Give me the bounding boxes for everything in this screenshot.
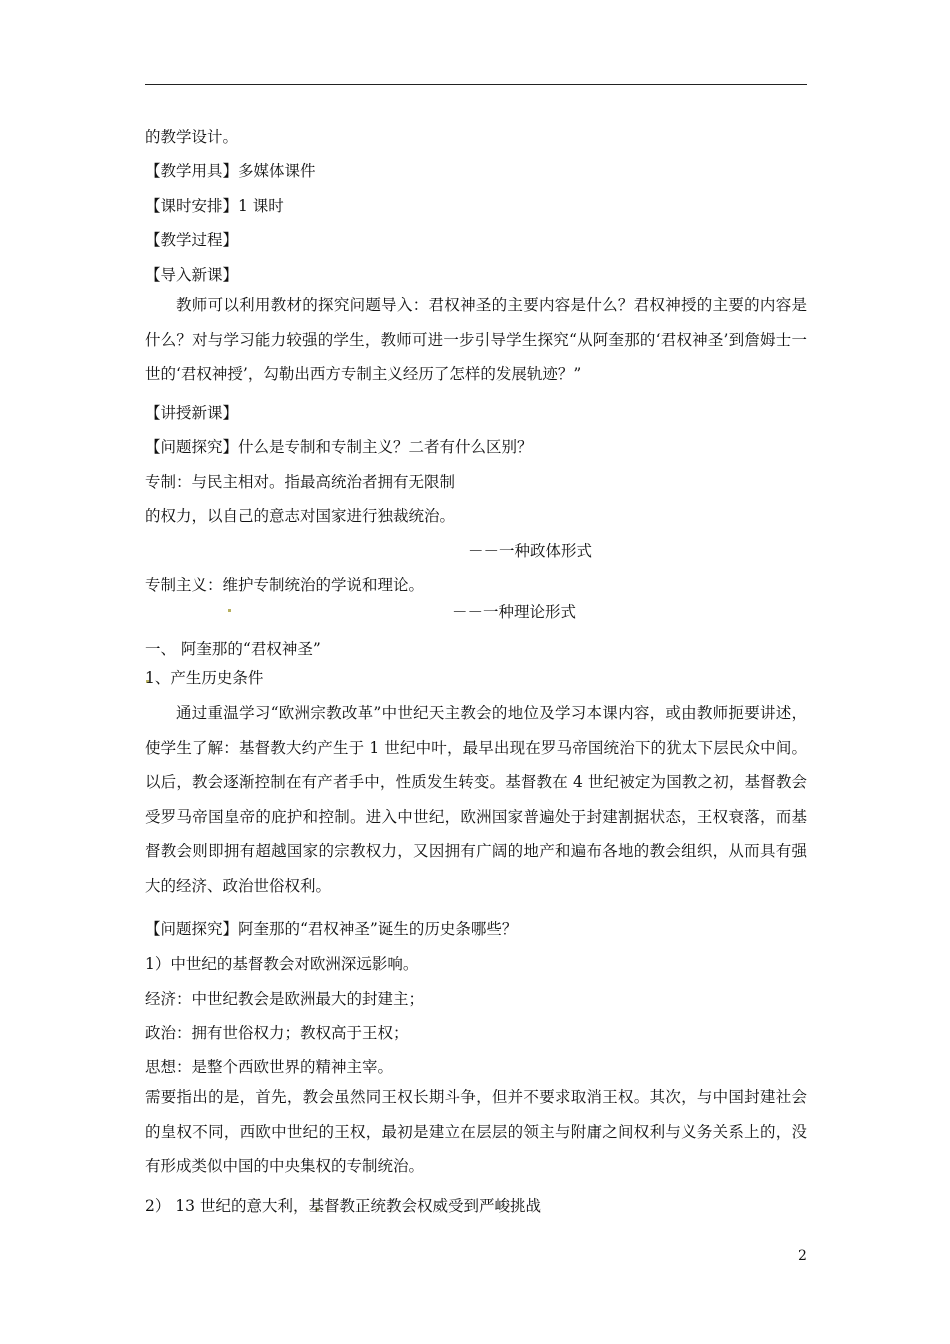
paragraph-note: 需要指出的是，首先，教会虽然同王权长期斗争，但并不要求取消王权。其次，与中国封建社会的皇权不同，西欧中世纪的王权，最初是建立在层层的领主与附庸之间权利与义务关系上的，没有形成类似中国的中央集权的专制统治。 bbox=[145, 1088, 807, 1175]
text-line: 的教学设计。 bbox=[145, 128, 239, 146]
paragraph-background: 通过重温学习“欧洲宗教改革”中世纪天主教会的地位及学习本课内容，或由教师扼要讲述，使学生了解：基督教大约产生于 1 世纪中叶，最早出现在罗马帝国统治下的犹太下层民众中间。以后，教会逐渐控制在有产者手中，性质发生转变。基督教在 4 世纪被定为国教之初，基督教会受罗马帝国皇帝的庇护和控制。进入中世纪，欧洲国家普遍处于封建割据状态，王权衰落，而基督教会则即拥有超越国家的宗教权力，又因拥有广阔的地产和遍布各地的教会组织，从而具有强大的经济、政治世俗权利。 bbox=[145, 704, 807, 895]
text-line: 2） 13 世纪的意大利，基督教正统教会权威受到严峻挑战 bbox=[145, 1197, 541, 1215]
text-line: 经济：中世纪教会是欧洲最大的封建主； bbox=[145, 990, 425, 1008]
text-line: 思想：是整个西欧世界的精神主宰。 bbox=[145, 1058, 394, 1076]
paragraph-intro: 教师可以利用教材的探究问题导入：君权神圣的主要内容是什么？君权神授的主要的内容是什么？对与学习能力较强的学生，教师可进一步引导学生探究“从阿奎那的‘君权神圣’到詹姆士一世的‘君权神授’，勾勒出西方专制主义经历了怎样的发展轨迹？” bbox=[145, 296, 807, 383]
text-line: 1）中世纪的基督教会对欧洲深远影响。 bbox=[145, 955, 419, 973]
question-heading: 【问题探究】阿奎那的“君权神圣”诞生的历史条哪些？ bbox=[145, 920, 518, 938]
teaching-tools: 【教学用具】多媒体课件 bbox=[145, 162, 316, 180]
text-line: 政治：拥有世俗权力；教权高于王权； bbox=[145, 1024, 409, 1042]
header-rule bbox=[145, 84, 807, 85]
page-number: 2 bbox=[798, 1248, 807, 1264]
speck-mark bbox=[228, 609, 231, 612]
text-line: 的权力，以自己的意志对国家进行独裁统治。 bbox=[145, 507, 456, 525]
subsection-title: 1、产生历史条件 bbox=[145, 669, 264, 687]
text-line-right: －－一种政体形式 bbox=[468, 542, 593, 560]
class-schedule: 【课时安排】1 课时 bbox=[145, 197, 284, 215]
section-heading: 【教学过程】 bbox=[145, 231, 239, 249]
section-heading: 【导入新课】 bbox=[145, 266, 239, 284]
text-line-right: －－一种理论形式 bbox=[452, 603, 577, 621]
text-line: 专制主义：维护专制统治的学说和理论。 bbox=[145, 576, 425, 594]
section-title: 一、 阿奎那的“君权神圣” bbox=[145, 640, 321, 658]
question-heading: 【问题探究】什么是专制和专制主义？二者有什么区别？ bbox=[145, 438, 533, 456]
section-heading: 【讲授新课】 bbox=[145, 404, 239, 422]
text-line: 专制：与民主相对。指最高统治者拥有无限制 bbox=[145, 473, 456, 491]
